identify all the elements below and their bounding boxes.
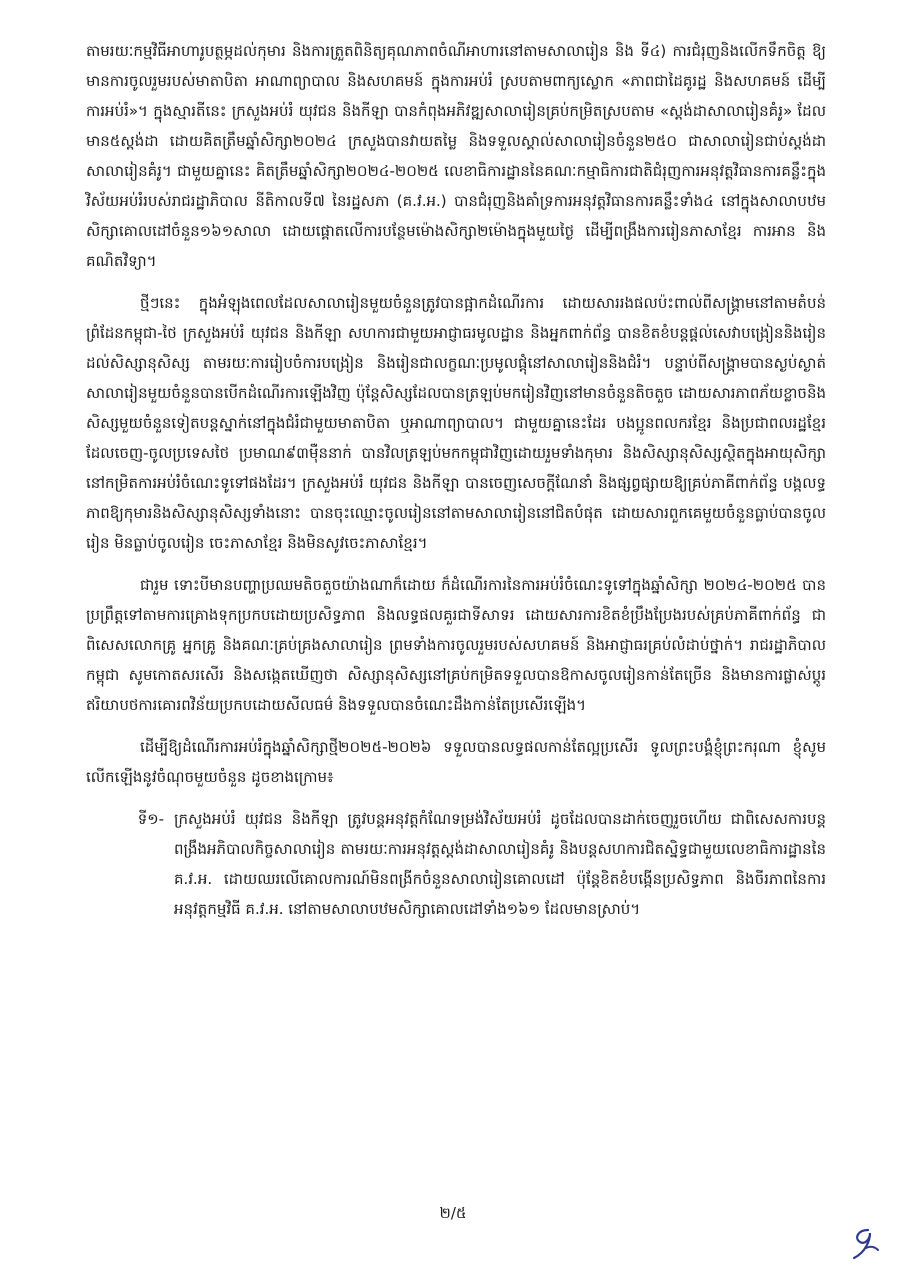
paragraph-continued: តាមរយៈកម្មវិធីអាហារូបត្ថម្ភដល់កុមារ និងការត្រួតពិនិត្យគុណភាពចំណីអាហារនៅតាមសាលារៀន និង ទី៤) ការជំរុញនិងលើកទឹកចិត្ត ឱ្យមានការចូលរួមរបស់មាតាបិតា អាណាព្យាបាល និងសហគមន៍ ក្នុងការអប់រំ ស្របតាមពាក្យស្លោក «ភាពជាដៃគូរដ្ឋ និងសហគមន៍ ដើម្បីការអប់រំ»។ ក្នុងស្មារតីនេះ ក្រសួងអប់រំ យុវជន និងកីឡា បានកំពុងអភិវឌ្ឍសាលារៀនគ្រប់កម្រិតស្របតាម «ស្តង់ដាសាលារៀនគំរូ» ដែលមាន៥ស្តង់ដា ដោយគិតត្រឹមឆ្នាំសិក្សា២០២៤ ក្រសួងបានវាយតម្លៃ និងទទួលស្គាល់សាលារៀនចំនួន២៥០ ជាសាលារៀនជាប់ស្តង់ដាសាលារៀនគំរូ។ ជាមួយគ្នានេះ គិតត្រឹមឆ្នាំសិក្សា២០២៤-២០២៥ លេខាធិការដ្ឋាននៃគណៈកម្មាធិការជាតិជំរុញការអនុវត្តវិធានការគន្លឹះក្នុងវិស័យអប់រំរបស់រាជរដ្ឋាភិបាល នីតិកាលទី៧ នៃរដ្ឋសភា (គ.វ.អ.) បានជំរុញនិងគាំទ្រការអនុវត្តវិធានការគន្លឹះទាំង៤ នៅក្នុងសាលាបឋមសិក្សាគោលដៅចំនួន១៦១សាលា ដោយផ្តោតលើការបន្ថែមម៉ោងសិក្សា២ម៉ោងក្នុងមួយថ្ងៃ ដើម្បីពង្រឹងការរៀនភាសាខ្មែរ ការអាន និងគណិតវិទ្យា។ [86,42,826,270]
paragraph-summary: ជារួម ទោះបីមានបញ្ហាប្រឈមតិចតួចយ៉ាងណាក៏ដោយ ក៏ដំណើរការនៃការអប់រំចំណេះទូទៅក្នុងឆ្នាំសិក្សា ២០២៤-២០២៥ បានប្រព្រឹត្តទៅតាមការគ្រោងទុកប្រកបដោយប្រសិទ្ធភាព និងលទ្ធផលគួរជាទីសាទរ ដោយសារការខិតខំប្រឹងប្រែងរបស់គ្រប់ភាគីពាក់ព័ន្ធ ជាពិសេសលោកគ្រូ អ្នកគ្រូ និងគណៈគ្រប់គ្រងសាលារៀន ព្រមទាំងការចូលរួមរបស់សហគមន៍ និងអាជ្ញាធរគ្រប់លំដាប់ថ្នាក់។ រាជរដ្ឋាភិបាលកម្ពុជា សូមកោតសរសើរ និងសង្កេតឃើញថា សិស្សានុសិស្សនៅគ្រប់កម្រិតទទួលបានឱកាសចូលរៀនកាន់តែច្រើន និងមានការផ្លាស់ប្តូរឥរិយាបថការគោរពវិន័យប្រកបដោយសីលធម៌ និងទទួលបានចំណេះដឹងកាន់តែប្រសើរឡើង។ [86,576,826,714]
list-item [86,804,826,924]
list-item-text: ក្រសួងអប់រំ យុវជន និងកីឡា ត្រូវបន្តអនុវត្តកំណែទម្រង់វិស័យអប់រំ ដូចដែលបានដាក់ចេញរួចហើយ ជាពិសេសការបន្តពង្រឹងអភិបាលកិច្ចសាលារៀន តាមរយៈការអនុវត្តស្តង់ដាសាលារៀនគំរូ និងបន្តសហការជិតស្និទ្ធជាមួយលេខាធិការដ្ឋាននៃ គ.វ.អ. ដោយឈរលើគោលការណ៍មិនពង្រីកចំនួនសាលារៀនគោលដៅ ប៉ុន្តែខិតខំបង្កើនប្រសិទ្ធភាព និងចីរភាពនៃការអនុវត្តកម្មវិធី គ.វ.អ. នៅតាមសាលាបឋមសិក្សាគោលដៅទាំង១៦១ ដែលមានស្រាប់។ [174,810,826,918]
handwritten-initial-mark [846,1224,882,1264]
paragraph-recommendations-intro: ដើម្បីឱ្យដំណើរការអប់រំក្នុងឆ្នាំសិក្សាថ្មី២០២៥-២០២៦ ទទួលបានលទ្ធផលកាន់តែល្អប្រសើរ ទូលព្រះបង្គំខ្ញុំព្រះករុណា ខ្ញុំសូមលើកឡើងនូវចំណុចមួយចំនួន ដូចខាងក្រោម៖ [86,738,826,786]
list-item-marker: ទី១- [137,810,164,828]
paragraph-border-conflict: ថ្មីៗនេះ ក្នុងអំឡុងពេលដែលសាលារៀនមួយចំនួនត្រូវបានផ្អាកដំណើរការ ដោយសាររងផលប៉ះពាល់ពីសង្គ្រាមនៅតាមតំបន់ព្រំដែនកម្ពុជា-ថៃ ក្រសួងអប់រំ យុវជន និងកីឡា សហការជាមួយអាជ្ញាធរមូលដ្ឋាន និងអ្នកពាក់ព័ន្ធ បានខិតខំបន្តផ្តល់សេវាបង្រៀននិងរៀនដល់សិស្សានុសិស្ស តាមរយៈការរៀបចំការបង្រៀន និងរៀនជាលក្ខណៈប្រមូលផ្តុំនៅសាលារៀននិងជំរំ។ បន្ទាប់ពីសង្គ្រាមបានស្ងប់ស្ងាត់ សាលារៀនមួយចំនួនបានបើកដំណើរការឡើងវិញ ប៉ុន្តែសិស្សដែលបានត្រឡប់មករៀនវិញនៅមានចំនួនតិចតួច ដោយសារភាពភ័យខ្លាចនិងសិស្សមួយចំនួនទៀតបន្តស្នាក់នៅក្នុងជំរំជាមួយមាតាបិតា ឬអាណាព្យាបាល។ ជាមួយគ្នានេះដែរ បងប្អូនពលករខ្មែរ និងប្រជាពលរដ្ឋខ្មែរ ដែលចេញ-ចូលប្រទេសថៃ ប្រមាណ៩៣ម៉ឺននាក់ បានវិលត្រឡប់មកកម្ពុជាវិញដោយរួមទាំងកុមារ និងសិស្សានុសិស្សស្ថិតក្នុងអាយុសិក្សានៅកម្រិតការអប់រំចំណេះទូទៅផងដែរ។ ក្រសួងអប់រំ យុវជន និងកីឡា បានចេញសេចក្តីណែនាំ និងផ្សព្វផ្សាយឱ្យគ្រប់ភាគីពាក់ព័ន្ធ បង្កលទ្ធភាពឱ្យកុមារនិងសិស្សានុសិស្សទាំងនោះ បានចុះឈ្មោះចូលរៀននៅតាមសាលារៀននៅជិតបំផុត ដោយសារពួកគេមួយចំនួនធ្លាប់បានចូលរៀន មិនធ្លាប់ចូលរៀន ចេះភាសាខ្មែរ និងមិនសូវចេះភាសាខ្មែរ។ [86,294,826,552]
document-body [86,36,826,924]
page-number: ២/៥ [439,1204,467,1222]
